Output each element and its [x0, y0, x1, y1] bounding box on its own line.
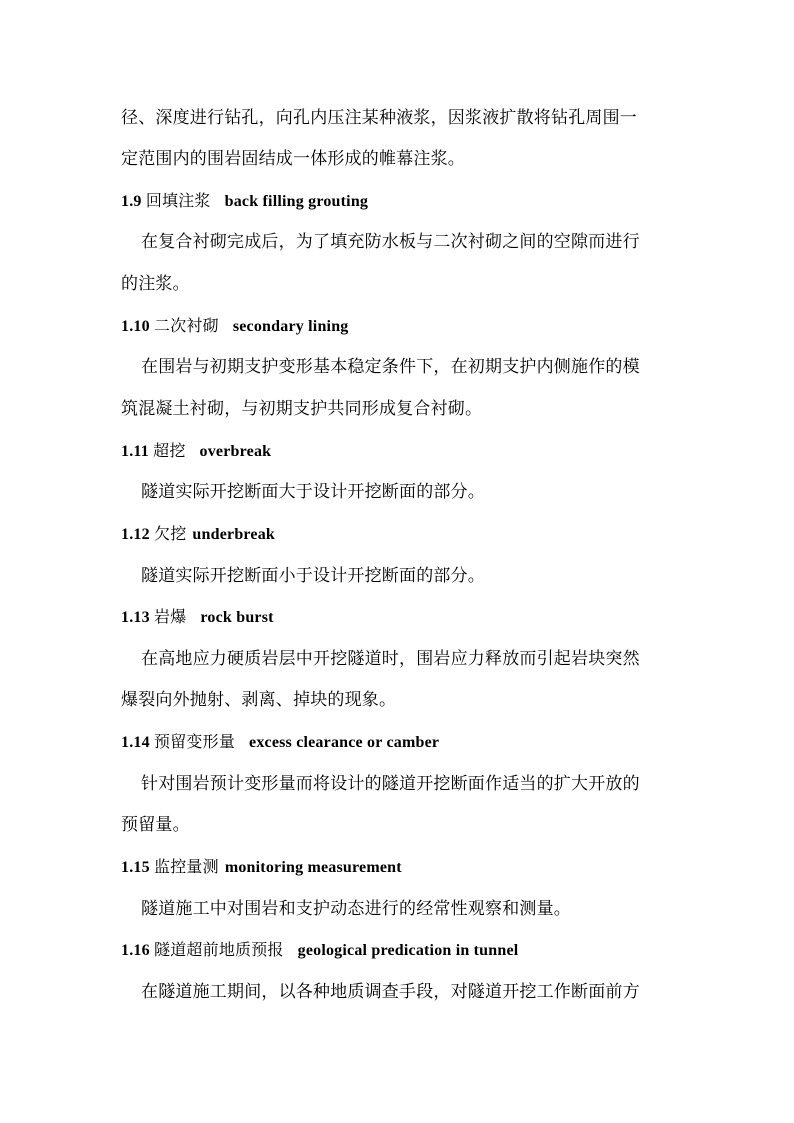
- section-number: 1.14: [121, 734, 150, 751]
- term-english: geological predication in tunnel: [297, 942, 519, 959]
- term-chinese: 二次衬砌: [154, 316, 219, 335]
- definition-line: 在隧道施工期间，以各种地质调查手段，对隧道开挖工作断面前方: [141, 982, 640, 1002]
- intro-paragraph-line-1: 径、深度进行钻孔，向孔内压注某种液浆，因浆液扩散将钻孔周围一: [121, 108, 637, 128]
- definition-line: 预留量。: [121, 815, 190, 835]
- term-chinese: 隧道超前地质预报: [154, 940, 284, 959]
- intro-paragraph-line-2: 定范围内的围岩固结成一体形成的帷幕注浆。: [121, 149, 465, 169]
- term-english: monitoring measurement: [224, 859, 402, 876]
- definition-line: 在复合衬砌完成后，为了填充防水板与二次衬砌之间的空隙而进行: [141, 232, 640, 252]
- term-english: excess clearance or camber: [249, 734, 440, 751]
- term-chinese: 欠挖: [154, 524, 187, 543]
- definition-line: 针对围岩预计变形量而将设计的隧道开挖断面作适当的扩大开放的: [141, 774, 640, 794]
- section-heading-1-16: [121, 938, 691, 963]
- term-english: secondary lining: [232, 318, 349, 335]
- term-chinese: 预留变形量: [154, 732, 236, 751]
- term-chinese: 岩爆: [154, 607, 187, 626]
- section-number: 1.11: [121, 443, 149, 460]
- term-english: rock burst: [200, 609, 274, 626]
- section-heading-1-13: [121, 605, 691, 630]
- section-heading-1-12: [121, 522, 691, 547]
- definition-line: 爆裂向外抛射、剥离、掉块的现象。: [121, 690, 397, 710]
- section-heading-1-15: [121, 855, 691, 880]
- term-english: overbreak: [199, 443, 272, 460]
- definition-line: 在高地应力硬质岩层中开挖隧道时，围岩应力释放而引起岩块突然: [141, 649, 640, 669]
- definition-line: 隧道实际开挖断面小于设计开挖断面的部分。: [141, 566, 485, 586]
- section-heading-1-9: [121, 189, 691, 214]
- term-english: underbreak: [192, 526, 276, 543]
- term-chinese: 回填注浆: [145, 191, 211, 210]
- definition-line: 隧道施工中对围岩和支护动态进行的经常性观察和测量。: [141, 899, 571, 919]
- section-number: 1.12: [121, 526, 150, 543]
- definition-line: 的注浆。: [121, 274, 190, 294]
- term-english: back filling grouting: [224, 193, 369, 210]
- section-heading-1-14: [121, 730, 691, 755]
- section-number: 1.16: [121, 942, 150, 959]
- term-chinese: 超挖: [153, 441, 186, 460]
- definition-line: 筑混凝土衬砌，与初期支护共同形成复合衬砌。: [121, 399, 483, 419]
- section-number: 1.15: [121, 859, 150, 876]
- section-number: 1.13: [121, 609, 150, 626]
- definition-line: 在围岩与初期支护变形基本稳定条件下，在初期支护内侧施作的模: [141, 357, 640, 377]
- section-number: 1.9: [121, 193, 142, 210]
- section-number: 1.10: [121, 318, 150, 335]
- section-heading-1-11: [121, 439, 691, 464]
- term-chinese: 监控量测: [154, 857, 219, 876]
- section-heading-1-10: [121, 314, 691, 339]
- definition-line: 隧道实际开挖断面大于设计开挖断面的部分。: [141, 482, 485, 502]
